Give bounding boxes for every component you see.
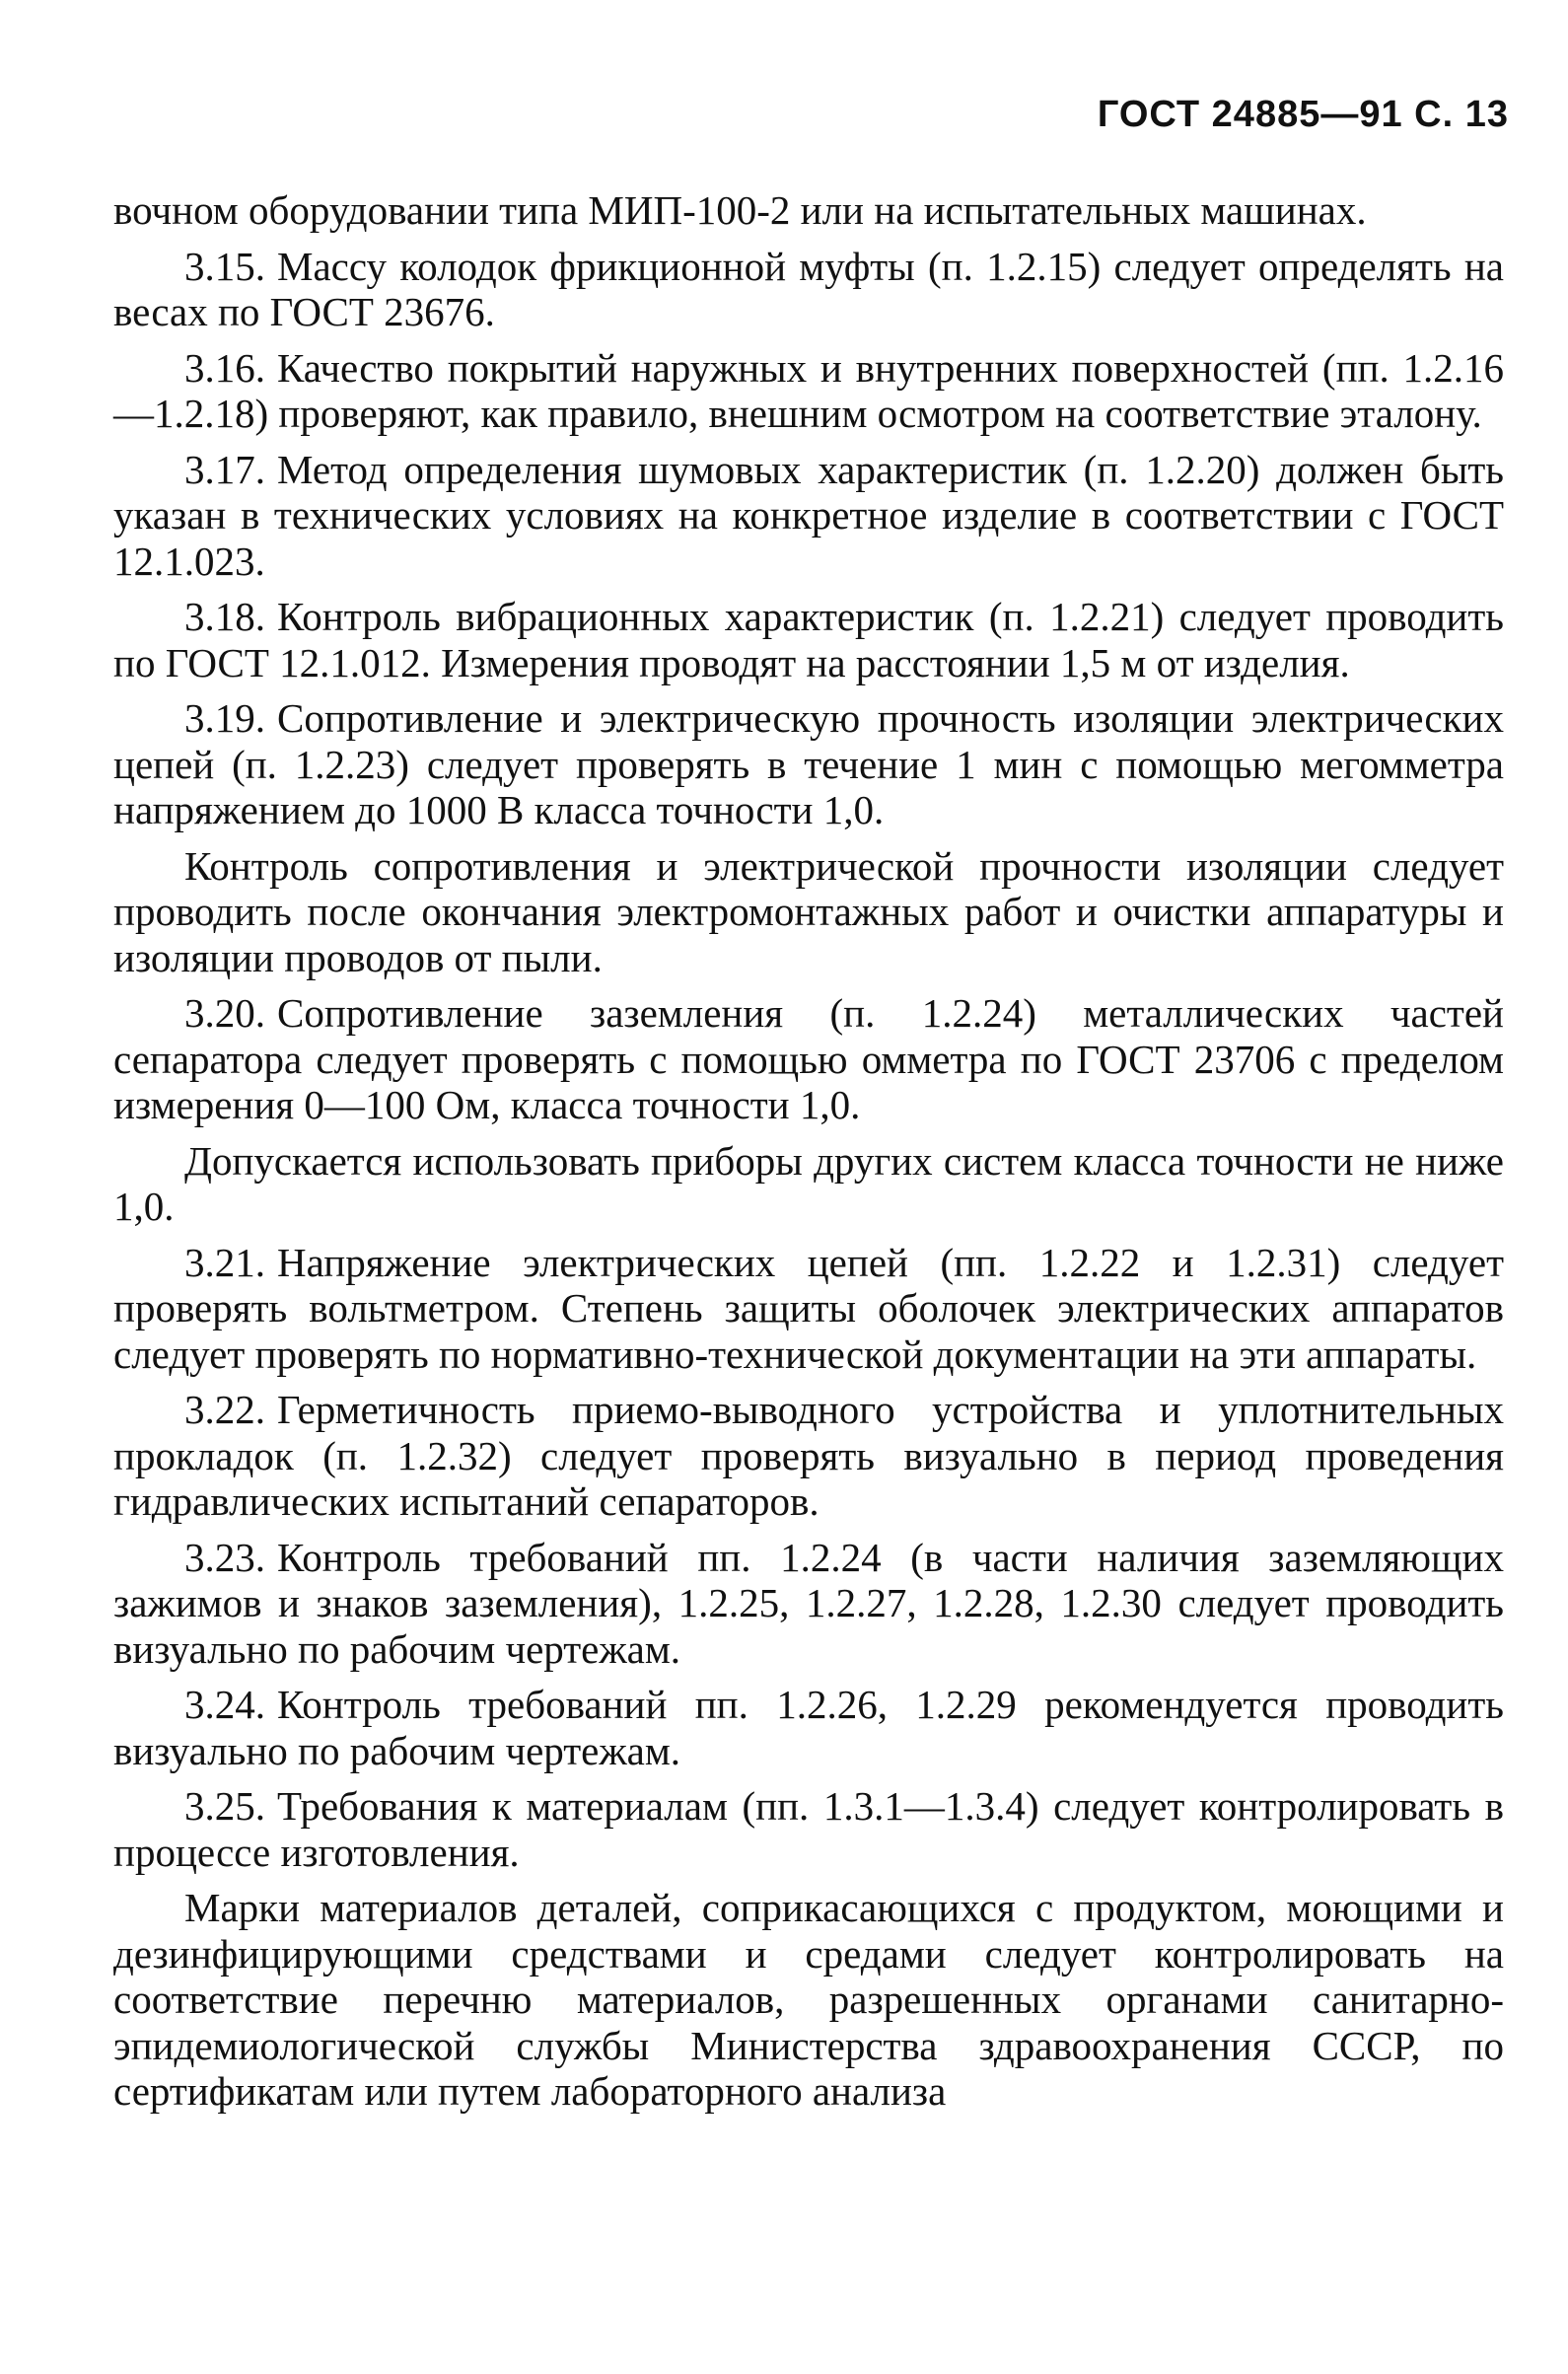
clause-number: 3.16. <box>184 344 265 391</box>
paragraph-text: Герметичность приемо-выводного устройства и уплотнительных прокладок (п. 1.2.32) следует проверять визуально в период проведения гидравлических испытаний сепараторов. <box>113 1387 1504 1524</box>
clause-number: 3.25. <box>184 1783 265 1829</box>
paragraph-3-20-cont <box>113 1138 1504 1230</box>
paragraph-text: Сопротивление заземления (п. 1.2.24) металлических частей сепаратора следует проверять с помощью омметра по ГОСТ 23706 с пределом измерения 0—100 Ом, класса точности 1,0. <box>113 990 1504 1127</box>
paragraph-text: Метод определения шумовых характеристик (п. 1.2.20) должен быть указан в технических условиях на конкретное изделие в соответствии с ГОСТ 12.1.023. <box>113 446 1504 584</box>
paragraph-text: Контроль требований пп. 1.2.26, 1.2.29 рекомендуется проводить визуально по рабочим чертежам. <box>113 1682 1504 1773</box>
paragraph-3-19 <box>113 695 1504 833</box>
paragraph-3-18 <box>113 594 1504 685</box>
clause-number: 3.19. <box>184 695 265 741</box>
clause-number: 3.23. <box>184 1534 265 1580</box>
clause-number: 3.18. <box>184 594 265 639</box>
paragraph-text: Допускается использовать приборы других систем класса точности не ниже 1,0. <box>113 1137 1504 1229</box>
paragraph-text: вочном оборудовании типа МИП-100-2 или на испытательных машинах. <box>113 187 1367 233</box>
paragraph-3-25-cont <box>113 1885 1504 2115</box>
clause-number: 3.17. <box>184 446 265 492</box>
paragraph-3-19-cont <box>113 843 1504 981</box>
clause-number: 3.21. <box>184 1239 265 1285</box>
document-body <box>113 187 1504 2124</box>
paragraph-3-24 <box>113 1682 1504 1773</box>
paragraph-3-17 <box>113 447 1504 585</box>
paragraph-3-20 <box>113 990 1504 1128</box>
paragraph-text: Массу колодок фрикционной муфты (п. 1.2.15) следует определять на весах по ГОСТ 23676. <box>113 243 1504 334</box>
paragraph-text: Сопротивление и электрическую прочность изоляции электрических цепей (п. 1.2.23) следует проверять в течение 1 мин с помощью мегомметра напряжением до 1000 В класса точности 1,0. <box>113 695 1504 832</box>
paragraph-text: Контроль вибрационных характеристик (п. 1.2.21) следует проводить по ГОСТ 12.1.012. Измерения проводят на расстоянии 1,5 м от изделия. <box>113 594 1504 685</box>
paragraph-3-15 <box>113 244 1504 335</box>
paragraph-3-23 <box>113 1535 1504 1673</box>
page-header: ГОСТ 24885—91 С. 13 <box>1097 94 1509 135</box>
clause-number: 3.15. <box>184 243 265 289</box>
paragraph-text: Требования к материалам (пп. 1.3.1—1.3.4) следует контролировать в процессе изготовления. <box>113 1783 1504 1875</box>
paragraph-text: Марки материалов деталей, соприкасающихся с продуктом, моющими и дезинфицирующими средствами и средами следует контролировать на соответствие перечню материалов, разрешенных органами санитарно-эпидемиологической службы Министерства здравоохранения СССР, по сертификатам или путем лабораторного анализа <box>113 1885 1504 2114</box>
paragraph-text: Напряжение электрических цепей (пп. 1.2.22 и 1.2.31) следует проверять вольтметром. Степень защиты оболочек электрических аппаратов следует проверять по нормативно-технической документации на эти аппараты. <box>113 1239 1504 1377</box>
clause-number: 3.20. <box>184 990 265 1036</box>
paragraph-0 <box>113 187 1504 234</box>
clause-number: 3.24. <box>184 1682 265 1727</box>
paragraph-3-21 <box>113 1240 1504 1378</box>
paragraph-text: Контроль требований пп. 1.2.24 (в части наличия заземляющих зажимов и знаков заземления), 1.2.25, 1.2.27, 1.2.28, 1.2.30 следует проводить визуально по рабочим чертежам. <box>113 1534 1504 1672</box>
paragraph-text: Контроль сопротивления и электрической прочности изоляции следует проводить после окончания электромонтажных работ и очистки аппаратуры и изоляции проводов от пыли. <box>113 842 1504 980</box>
paragraph-3-22 <box>113 1387 1504 1525</box>
paragraph-text: Качество покрытий наружных и внутренних поверхностей (пп. 1.2.16—1.2.18) проверяют, как правило, внешним осмотром на соответствие эталону. <box>113 344 1504 436</box>
paragraph-3-25 <box>113 1783 1504 1875</box>
paragraph-3-16 <box>113 345 1504 437</box>
clause-number: 3.22. <box>184 1387 265 1432</box>
